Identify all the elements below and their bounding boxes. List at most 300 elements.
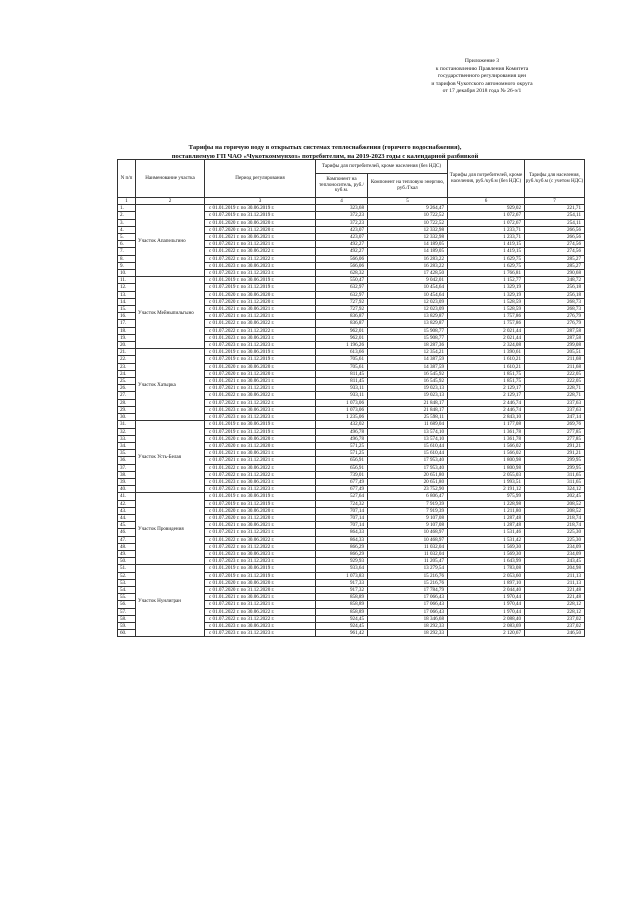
teplonositel-value: 1 073,83 [316,572,368,579]
energy-value: 15 908,77 [368,327,448,334]
population-tariff: 205,51 [525,349,585,356]
tariff-value: 1 970,44 [448,608,525,615]
table-row [118,349,585,356]
tariff-value: 1 569,30 [448,550,525,557]
row-number: 7. [118,248,136,255]
energy-value: 10 722,52 [368,212,448,219]
energy-value: 20 651,80 [368,471,448,478]
energy-value: 14 189,05 [368,248,448,255]
population-tariff: 202,45 [525,493,585,500]
tariff-value: 1 152,77 [448,277,525,284]
row-number: 53. [118,579,136,586]
row-period: с 01.01.2019 г. по 30.06.2019 г. [205,421,316,428]
row-period: с 01.01.2019 г. по 30.06.2019 г. [205,277,316,284]
teplonositel-value: 1 073,06 [316,406,368,413]
header-num: N п/п [118,160,136,198]
row-period: с 01.01.2023 г. по 30.06.2023 г. [205,478,316,485]
energy-value: 17 066,43 [368,594,448,601]
teplonositel-value: 527,64 [316,493,368,500]
energy-value: 23 752,90 [368,486,448,493]
teplonositel-value: 917,33 [316,579,368,586]
energy-value: 16 545,92 [368,378,448,385]
section-name: Участок Хатырка [136,349,205,421]
energy-value: 10 468,97 [368,536,448,543]
row-period: с 01.01.2023 г. по 30.06.2023 г. [205,406,316,413]
tariff-value: 1 072,67 [448,212,525,219]
tariff-value: 1 566,02 [448,450,525,457]
population-tariff: 222,05 [525,378,585,385]
population-tariff: 277,85 [525,428,585,435]
tariff-value: 2 120,67 [448,630,525,637]
population-tariff: 218,74 [525,522,585,529]
row-number: 15. [118,306,136,313]
row-number: 57. [118,608,136,615]
row-period: с 01.01.2022 г. по 30.06.2022 г. [205,536,316,543]
population-tariff: 285,27 [525,255,585,262]
tariff-value: 1 610,21 [448,363,525,370]
row-number: 13. [118,291,136,298]
population-tariff: 256,18 [525,284,585,291]
row-period: с 01.07.2021 г. по 31.12.2021 г. [205,601,316,608]
population-tariff: 211,13 [525,579,585,586]
teplonositel-value: 550,47 [316,277,368,284]
tariff-value: 1 072,67 [448,219,525,226]
population-tariff: 228,12 [525,608,585,615]
row-period: с 01.07.2020 г. по 31.12.2020 г. [205,298,316,305]
row-number: 39. [118,478,136,485]
population-tariff: 228,71 [525,385,585,392]
header-col7: Тарифы для населения, руб./куб.м (с учетом НДС) [525,160,585,198]
row-number: 44. [118,514,136,521]
row-number: 4. [118,226,136,233]
energy-value: 10 454,64 [368,291,448,298]
row-period: с 01.01.2023 г. по 30.06.2023 г. [205,334,316,341]
column-number: 2 [136,198,205,205]
population-tariff: 225,30 [525,536,585,543]
energy-value: 15 216,76 [368,579,448,586]
tariff-value: 2 446,74 [448,406,525,413]
row-period: с 01.01.2020 г. по 30.06.2020 г. [205,219,316,226]
row-number: 56. [118,601,136,608]
tariff-value: 2 129,17 [448,385,525,392]
row-number: 52. [118,572,136,579]
row-period: с 01.07.2020 г. по 31.12.2020 г. [205,586,316,593]
population-tariff: 211,13 [525,572,585,579]
row-period: с 01.07.2022 г. по 31.12.2022 г. [205,399,316,406]
population-tariff: 287,58 [525,327,585,334]
teplonositel-value: 613,66 [316,349,368,356]
row-period: с 01.07.2019 г. по 31.12.2019 г. [205,428,316,435]
row-period: с 01.07.2023 г. по 31.12.2023 г. [205,270,316,277]
row-number: 48. [118,543,136,550]
population-tariff: 268,73 [525,298,585,305]
row-period: с 01.07.2021 г. по 31.12.2021 г. [205,457,316,464]
tariff-value: 1 177,08 [448,421,525,428]
teplonositel-value: 836,87 [316,320,368,327]
row-number: 12. [118,284,136,291]
population-tariff: 211,68 [525,363,585,370]
population-tariff: 299,08 [525,342,585,349]
population-tariff: 204,98 [525,565,585,572]
energy-value: 11 032,04 [368,550,448,557]
row-period: с 01.01.2019 г. по 30.06.2019 г. [205,565,316,572]
teplonositel-value: 1 073,06 [316,399,368,406]
energy-value: 9 264,47 [368,205,448,212]
tariff-value: 1 361,78 [448,428,525,435]
tariff-value: 1 629,75 [448,255,525,262]
tariff-value: 975,99 [448,493,525,500]
energy-value: 15 610,44 [368,450,448,457]
tariff-value: 1 361,78 [448,435,525,442]
section-name: Участок Усть-Белая [136,421,205,493]
row-number: 49. [118,550,136,557]
energy-value: 16 283,22 [368,262,448,269]
row-number: 19. [118,334,136,341]
population-tariff: 237,63 [525,399,585,406]
population-tariff: 228,12 [525,601,585,608]
column-number: 4 [316,198,368,205]
population-tariff: 274,56 [525,241,585,248]
teplonositel-value: 866,29 [316,543,368,550]
energy-value: 18 287,36 [368,342,448,349]
header-period: Период регулирования [205,160,316,198]
row-period: с 01.01.2021 г. по 30.06.2021 г. [205,522,316,529]
teplonositel-value: 811,45 [316,378,368,385]
teplonositel-value: 423,07 [316,226,368,233]
tariff-value: 2 021,44 [448,327,525,334]
teplonositel-value: 423,07 [316,234,368,241]
tariff-value: 1 531,46 [448,529,525,536]
row-number: 11. [118,277,136,284]
teplonositel-value: 496,78 [316,435,368,442]
table-row [118,205,585,212]
row-period: с 01.07.2022 г. по 31.12.2022 г. [205,615,316,622]
row-number: 37. [118,464,136,471]
row-number: 47. [118,536,136,543]
energy-value: 16 545,92 [368,370,448,377]
row-number: 42. [118,500,136,507]
row-number: 16. [118,313,136,320]
energy-value: 16 283,22 [368,255,448,262]
energy-value: 17 066,43 [368,601,448,608]
row-number: 28. [118,399,136,406]
section-name: Участок Апапельгино [136,205,205,277]
energy-value: 6 806,47 [368,493,448,500]
population-tariff: 287,58 [525,334,585,341]
tariff-value: 1 419,15 [448,248,525,255]
energy-value: 7 919,39 [368,507,448,514]
energy-value: 11 689,04 [368,421,448,428]
row-number: 3. [118,219,136,226]
row-period: с 01.01.2021 г. по 30.06.2021 г. [205,450,316,457]
tariff-value: 1 766,81 [448,270,525,277]
tariff-value: 1 757,86 [448,313,525,320]
row-period: с 01.01.2020 г. по 30.06.2020 г. [205,579,316,586]
teplonositel-value: 866,29 [316,550,368,557]
tariff-value: 2 088,40 [448,615,525,622]
teplonositel-value: 705,61 [316,356,368,363]
teplonositel-value: 707,14 [316,514,368,521]
row-number: 35. [118,450,136,457]
row-period: с 01.07.2020 г. по 31.12.2020 г. [205,514,316,521]
row-period: с 01.01.2019 г. по 30.06.2019 г. [205,349,316,356]
energy-value: 10 454,64 [368,284,448,291]
energy-value: 19 023,13 [368,385,448,392]
tariff-value: 1 629,75 [448,262,525,269]
population-tariff: 269,76 [525,421,585,428]
energy-value: 14 387,59 [368,363,448,370]
appendix-block [362,58,602,96]
population-tariff: 268,73 [525,306,585,313]
population-tariff: 218,74 [525,514,585,521]
teplonositel-value: 571,25 [316,450,368,457]
energy-value: 17 953,40 [368,457,448,464]
tariff-value: 1 800,98 [448,464,525,471]
appendix-line: государственного регулирования цен [437,73,527,80]
row-period: с 01.01.2021 г. по 30.06.2021 г. [205,234,316,241]
tariff-value: 929,02 [448,205,525,212]
tariff-value: 1 528,59 [448,298,525,305]
energy-value: 13 829,87 [368,320,448,327]
energy-value: 12 332,98 [368,234,448,241]
population-tariff: 234,09 [525,543,585,550]
teplonositel-value: 961,42 [316,630,368,637]
population-tariff: 237,02 [525,615,585,622]
teplonositel-value: 811,45 [316,370,368,377]
tariff-value: 2 083,69 [448,622,525,629]
teplonositel-value: 656,91 [316,464,368,471]
energy-value: 15 216,76 [368,572,448,579]
row-number: 18. [118,327,136,334]
appendix-line: от 17 декабря 2018 года № 26-э/1 [442,88,522,95]
teplonositel-value: 432,02 [316,421,368,428]
population-tariff: 211,68 [525,356,585,363]
row-number: 40. [118,486,136,493]
population-tariff: 274,56 [525,248,585,255]
row-period: с 01.07.2023 г. по 31.12.2023 г. [205,630,316,637]
row-number: 60. [118,630,136,637]
tariff-value: 1 211,80 [448,507,525,514]
row-number: 45. [118,522,136,529]
teplonositel-value: 1 196,26 [316,342,368,349]
column-number: 7 [525,198,585,205]
row-period: с 01.07.2023 г. по 31.12.2023 г. [205,342,316,349]
appendix-line: к постановлению Правления Комитета [435,65,529,72]
tariff-value: 1 566,02 [448,442,525,449]
energy-value: 21 848,17 [368,406,448,413]
teplonositel-value: 1 235,06 [316,414,368,421]
teplonositel-value: 962,01 [316,327,368,334]
row-period: с 01.07.2019 г. по 31.12.2019 г. [205,212,316,219]
energy-value: 13 279,54 [368,565,448,572]
population-tariff: 221,71 [525,205,585,212]
row-number: 38. [118,471,136,478]
energy-value: 20 651,80 [368,478,448,485]
energy-value: 7 919,39 [368,500,448,507]
energy-value: 13 574,10 [368,428,448,435]
row-period: с 01.01.2020 г. по 30.06.2020 г. [205,507,316,514]
population-tariff: 237,02 [525,622,585,629]
population-tariff: 221,48 [525,586,585,593]
table-row [118,277,585,284]
row-period: с 01.01.2021 г. по 30.06.2021 г. [205,594,316,601]
tariff-value: 1 643,99 [448,558,525,565]
row-period: с 01.07.2019 г. по 31.12.2019 г. [205,572,316,579]
teplonositel-value: 492,27 [316,248,368,255]
table-row [118,421,585,428]
teplonositel-value: 632,97 [316,284,368,291]
tariff-value: 2 446,74 [448,399,525,406]
population-tariff: 254,11 [525,212,585,219]
row-number: 24. [118,370,136,377]
teplonositel-value: 566,06 [316,255,368,262]
population-tariff: 208,52 [525,500,585,507]
teplonositel-value: 924,45 [316,622,368,629]
population-tariff: 290,68 [525,270,585,277]
population-tariff: 247,14 [525,414,585,421]
row-period: с 01.07.2020 г. по 31.12.2020 г. [205,442,316,449]
tariff-value: 1 757,86 [448,320,525,327]
population-tariff: 311,65 [525,471,585,478]
tariff-value: 2 021,44 [448,334,525,341]
energy-value: 19 023,13 [368,392,448,399]
population-tariff: 225,30 [525,529,585,536]
row-number: 43. [118,507,136,514]
teplonositel-value: 372,23 [316,212,368,219]
population-tariff: 299,95 [525,464,585,471]
row-period: с 01.01.2022 г. по 30.06.2022 г. [205,608,316,615]
header-section: Наименование участка [136,160,205,198]
row-number: 51. [118,565,136,572]
row-period: с 01.01.2021 г. по 30.06.2021 г. [205,306,316,313]
row-number: 25. [118,378,136,385]
population-tariff: 237,63 [525,406,585,413]
teplonositel-value: 705,61 [316,363,368,370]
row-number: 21. [118,349,136,356]
tariff-value: 2 053,60 [448,572,525,579]
row-period: с 01.01.2020 г. по 30.06.2020 г. [205,435,316,442]
tariff-value: 1 233,71 [448,226,525,233]
population-tariff: 276,79 [525,313,585,320]
population-tariff: 291,21 [525,442,585,449]
header-col4: Компонент на теплоноситель, руб./куб.м. [316,174,368,198]
row-number: 14. [118,298,136,305]
teplonositel-value: 656,91 [316,457,368,464]
teplonositel-value: 962,01 [316,334,368,341]
table-body [118,205,585,637]
row-period: с 01.07.2021 г. по 31.12.2021 г. [205,313,316,320]
energy-value: 9 107,08 [368,514,448,521]
energy-value: 17 428,50 [368,270,448,277]
teplonositel-value: 836,87 [316,313,368,320]
row-number: 50. [118,558,136,565]
header-col5: Компонент на тепловую энергию, руб./Гкал [368,174,448,198]
energy-value: 18 292,33 [368,622,448,629]
energy-value: 10 722,52 [368,219,448,226]
population-tariff: 276,79 [525,320,585,327]
row-period: с 01.07.2022 г. по 31.12.2022 г. [205,543,316,550]
teplonositel-value: 933,64 [316,565,368,572]
row-period: с 01.01.2023 г. по 30.06.2023 г. [205,622,316,629]
tariff-value: 2 129,17 [448,392,525,399]
population-tariff: 228,71 [525,392,585,399]
tariff-value: 1 329,19 [448,284,525,291]
population-tariff: 221,48 [525,594,585,601]
section-name: Участок Провидения [136,493,205,565]
tariff-value: 1 993,51 [448,478,525,485]
row-number: 31. [118,421,136,428]
tariff-value: 2 843,10 [448,414,525,421]
teplonositel-value: 858,89 [316,608,368,615]
column-number: 6 [448,198,525,205]
teplonositel-value: 496,78 [316,428,368,435]
row-number: 54. [118,586,136,593]
population-tariff: 243,45 [525,558,585,565]
row-period: с 01.07.2019 г. по 31.12.2019 г. [205,284,316,291]
row-number: 22. [118,356,136,363]
energy-value: 12 332,98 [368,226,448,233]
row-number: 32. [118,428,136,435]
title-line: поставляемую ГП ЧАО «Чукоткоммунхоз» потребителям, на 2019-2023 годы с календарной разбивкой [171,153,479,160]
row-period: с 01.07.2019 г. по 31.12.2019 г. [205,356,316,363]
energy-value: 18 346,68 [368,615,448,622]
appendix-line: и тарифов Чукотского автономного округа [431,80,533,87]
teplonositel-value: 924,45 [316,615,368,622]
row-number: 26. [118,385,136,392]
table-header [118,160,585,205]
row-number: 8. [118,255,136,262]
section-name: Участок Мейныпильгыно [136,277,205,349]
row-number: 58. [118,615,136,622]
row-period: с 01.07.2022 г. по 31.12.2022 г. [205,327,316,334]
energy-value: 13 574,10 [368,435,448,442]
teplonositel-value: 677,49 [316,486,368,493]
row-period: с 01.07.2022 г. по 31.12.2022 г. [205,471,316,478]
teplonositel-value: 727,92 [316,306,368,313]
teplonositel-value: 933,11 [316,385,368,392]
row-period: с 01.07.2020 г. по 31.12.2020 г. [205,370,316,377]
population-tariff: 299,95 [525,457,585,464]
tariff-value: 1 419,15 [448,241,525,248]
energy-value: 13 829,87 [368,313,448,320]
teplonositel-value: 492,27 [316,241,368,248]
population-tariff: 285,27 [525,262,585,269]
column-number: 1 [118,198,136,205]
row-number: 34. [118,442,136,449]
row-number: 20. [118,342,136,349]
teplonositel-value: 632,97 [316,291,368,298]
row-period: с 01.07.2021 г. по 31.12.2021 г. [205,529,316,536]
row-period: с 01.01.2021 г. по 30.06.2021 г. [205,378,316,385]
row-number: 27. [118,392,136,399]
row-period: с 01.01.2022 г. по 30.06.2022 г. [205,392,316,399]
row-number: 59. [118,622,136,629]
row-period: с 01.01.2023 г. по 30.06.2023 г. [205,550,316,557]
tariff-value: 1 287,48 [448,514,525,521]
tariff-value: 1 851,75 [448,370,525,377]
row-number: 33. [118,435,136,442]
energy-value: 10 468,97 [368,529,448,536]
teplonositel-value: 727,92 [316,298,368,305]
tariff-value: 1 970,44 [448,601,525,608]
teplonositel-value: 707,14 [316,507,368,514]
teplonositel-value: 628,32 [316,270,368,277]
table-row [118,493,585,500]
column-number: 5 [368,198,448,205]
tariff-value: 1 851,75 [448,378,525,385]
column-number: 3 [205,198,316,205]
row-period: с 01.01.2019 г. по 30.06.2019 г. [205,493,316,500]
